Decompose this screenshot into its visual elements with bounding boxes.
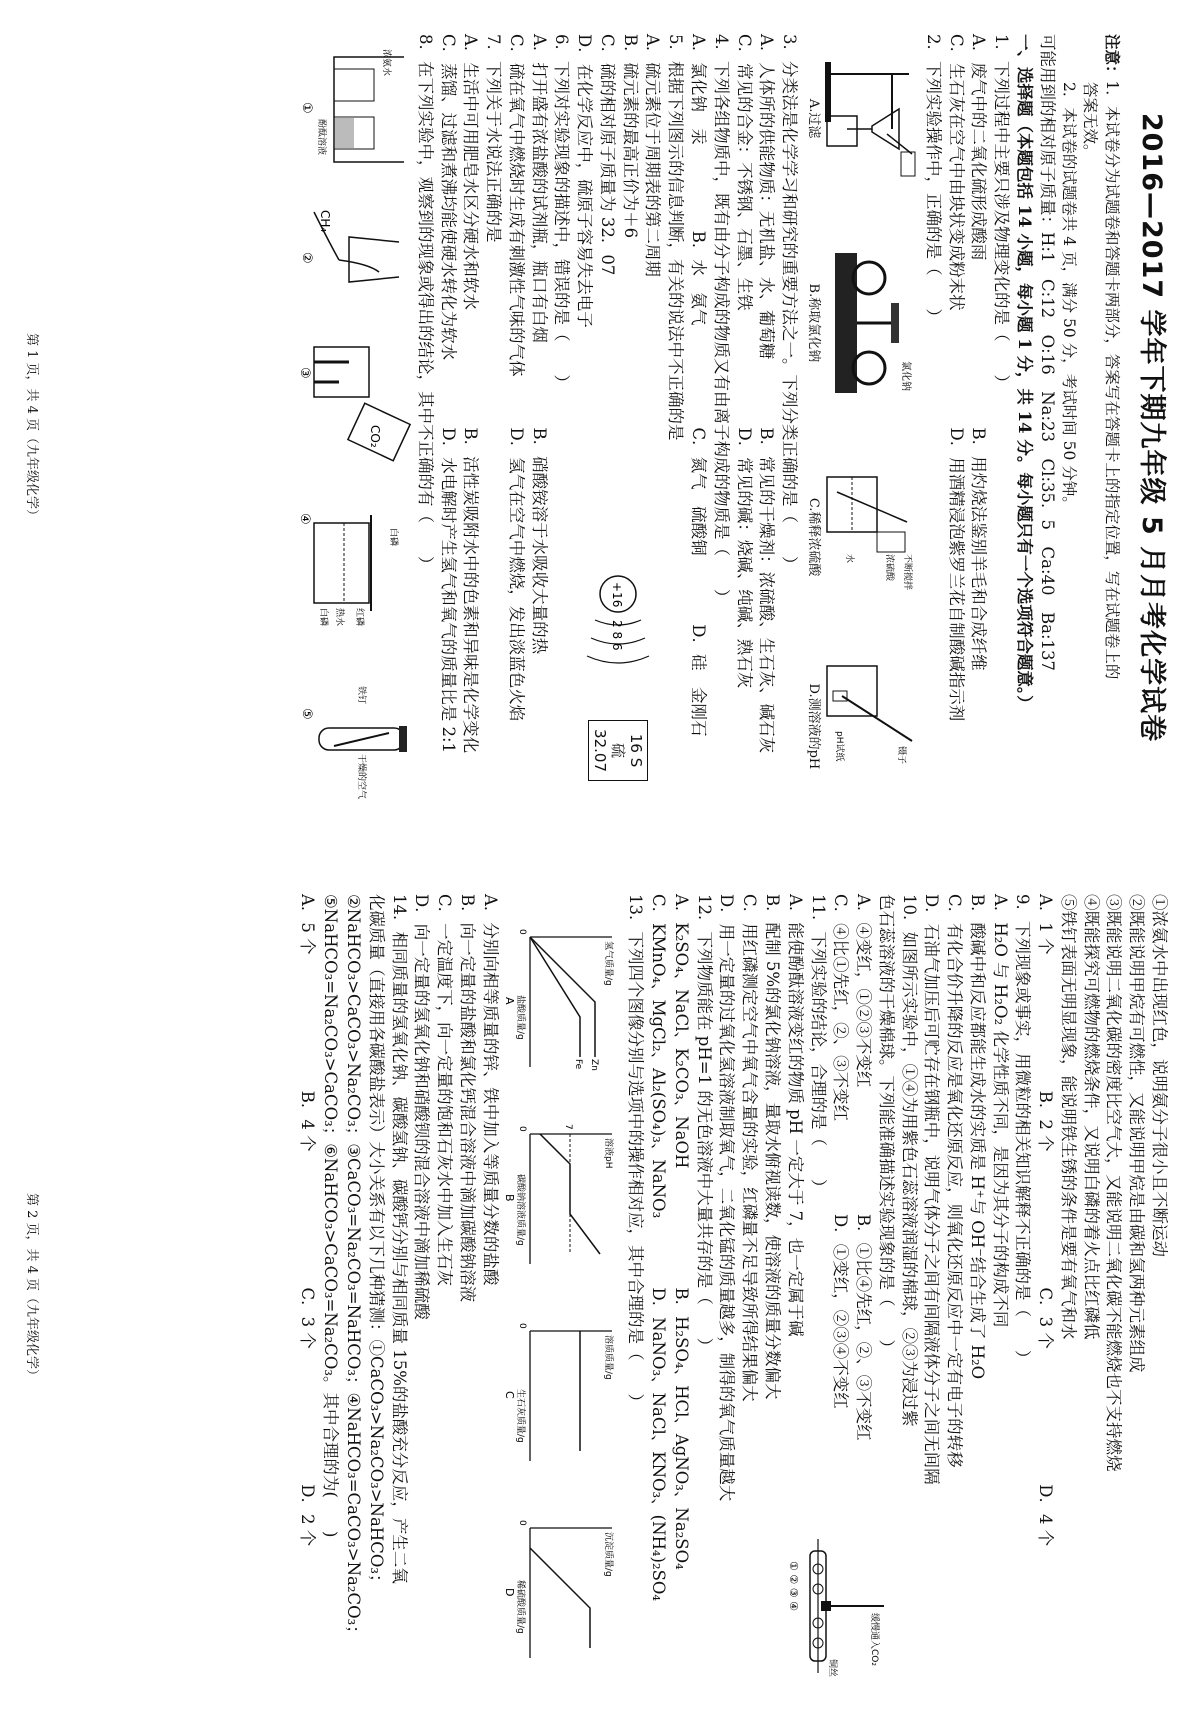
page-2-footer: 第 2 页，共 4 页（九年级化学） [23, 1192, 39, 1383]
q1-option-c: C．生石灰在空气中由块状变成粉末状 [946, 34, 966, 311]
phosphorus-combustion-icon [299, 503, 409, 653]
q13-option-a: A．分别向相等质量的锌、铁中加入等质量分数的盐酸 [480, 894, 500, 1286]
q3-option-d: D．常见的碱：烧碱、纯碱、熟石灰 [734, 427, 754, 689]
q10-stem-2: 色石蕊溶液的干燥棉球。下列能准确描述实验现象的是（ ） [876, 894, 896, 1356]
q4-option-c: C．氮气 硫酸铜 [689, 427, 709, 556]
ammonia-diffusion-icon [299, 47, 409, 177]
graph-b-seven: 7 [562, 1124, 573, 1130]
q8-fig5-tag1: 铁钉 [356, 686, 367, 705]
q13-option-d: D．向一定量的氢氧化钠和硝酸钡的混合溶液中滴加稀硫酸 [412, 894, 432, 1320]
q9-option-a: A．H₂O 与 H₂O₂ 化学性质不同，是因为其分子的构成不同 [990, 894, 1010, 1328]
q5-option-a: A．硫元素位于周期表的第二周期 [643, 34, 663, 277]
q13-option-b: B．向一定量的盐酸和氯化钙混合溶液中滴加碳酸钠溶液 [457, 894, 477, 1303]
methane-burning-icon [299, 202, 409, 312]
atomic-masses: 可能用到的相对原子质量：H:1 C:12 O:16 Na:23 Cl:35．5 Ca:40 Ba:137 [1037, 34, 1057, 672]
atom-shell-labels: 2 8 6 [609, 620, 624, 651]
graph-b-origin: 0 [516, 1126, 527, 1132]
co2-candles-icon [299, 337, 409, 477]
q6-stem: 6．下列对实验现象的描述中，错误的是（ ） [552, 34, 572, 391]
q2-stem: 2．下列实验操作中，正确的是（ ） [923, 34, 943, 325]
q1-option-a: A．废气中的二氧化硫形成酸雨 [969, 34, 989, 261]
q12-options-2 [646, 894, 669, 1681]
q12-stem: 12．下列物质能在 pH=1 的无色溶液中大量共存的是（ ） [694, 894, 714, 1355]
graph-c-caption: C [502, 1390, 516, 1399]
q14-stem-3: ②NaHCO₃>CaCO₃>Na₂CO₃；③CaCO₃=Na₂CO₃=NaHCO₃；④NaHCO₃=CaCO₃>Na₂CO₃； [344, 894, 364, 1642]
q9-option-b: B．酸碱中和反应都能生成水的实质是 H⁺与 OH⁻结合生成了 H₂O [967, 894, 987, 1380]
q13-graph-d [502, 1498, 620, 1668]
exam-notice [1058, 34, 1123, 821]
q8-option-b: B．2 个 [1036, 1090, 1056, 1152]
filtration-apparatus-icon [822, 54, 917, 184]
q5-option-d: D．在化学反应中，硫原子容易失去电子 [575, 34, 595, 328]
q7-option-b: B．活性炭吸附水中的色素和异味是化学变化 [461, 427, 481, 754]
exam-page-2 [0, 860, 1200, 1715]
notice-line-2: 2．本试卷的试题卷共 4 页，满分 50 分，考试时间 50 分钟。 [1060, 82, 1078, 512]
q4-option-a: A．氯化钠 汞 [689, 34, 709, 145]
q6-options-2 [504, 34, 527, 821]
q10-options [851, 894, 874, 1534]
q5-body [572, 34, 663, 821]
periodic-cell-name: 硫 [608, 743, 627, 759]
q4-option-b: B．水 氨气 [689, 230, 709, 326]
section-heading-choice: 一、选择题（本题包括 14 小题，每小题 1 分，共 14 分。每小题只有一个选项符合题意。） [1014, 34, 1034, 712]
graph-c-origin: 0 [516, 1322, 527, 1329]
q5-option-b: B．硫元素的最高正价为＋6 [620, 34, 640, 239]
q13-graph-c [502, 1301, 620, 1471]
graph-d-caption: D [502, 1587, 516, 1597]
q8-fig3-num: ③ [297, 367, 313, 380]
q10-options-2 [829, 894, 852, 1534]
q8-statement-3: ③既能说明二氧化碳的密度比空气大，又能说明二氧化碳不能燃烧也不支持燃烧 [1104, 894, 1124, 1472]
q3-options [755, 34, 778, 821]
page-1-footer: 第 1 页，共 4 页（九年级化学） [23, 332, 39, 523]
exam-title: 2016—2017 学年下期九年级 5 月月考化学试卷 [1136, 112, 1167, 743]
q13-graph-a [502, 907, 620, 1077]
q6-option-a: A．打开盛有浓盐酸的试剂瓶，瓶口有白烟 [529, 34, 549, 343]
iron-nail-tube-icon [299, 678, 409, 808]
q11-option-d: D．用一定量的过氧化氢溶液制取氧气，二氧化锰的质量越多，制得的氧气质量越大 [717, 894, 737, 1502]
q2-caption-c: C.稀释浓硫酸 [806, 497, 822, 577]
graph-c-xlabel: 生石灰质量/g [514, 1388, 525, 1443]
q2-c-tag3: 水 [844, 554, 855, 564]
notice-line-1: 1．本试卷分为试题卷和答题卡两部分，答案写在答题卡上的指定位置，写在试题卷上的 [1102, 80, 1121, 680]
q2-figures [804, 34, 917, 821]
q13-graphs [502, 894, 620, 1681]
q8-fig5-tag2: 干燥的空气 [356, 754, 367, 800]
periodic-cell-mass: 32.07 [590, 729, 609, 772]
q8-statement-4: ④既能探究可燃物的燃烧条件，又说明白磷的着火点比红磷低 [1081, 894, 1101, 1340]
q8-statement-1: ①浓氨水中出现红色，说明氨分子很小且不断运动 [1150, 894, 1169, 1257]
q13-graph-b [502, 1104, 620, 1274]
q3-option-b: B．常见的干燥剂：浓硫酸、生石灰、碱石灰 [757, 427, 777, 754]
q8-statement-2: ②既能说明甲烷有可燃性，又能说明甲烷是由碳和氢两种元素组成 [1127, 894, 1147, 1373]
q14-stem-4: ⑤NaHCO₃=Na₂CO₃>CaCO₃；⑥NaHCO₃>CaCO₃=Na₂CO₃。其中合理的为( ) [321, 894, 341, 1538]
q2-figure-b [804, 223, 917, 423]
q13-option-c: C．一定温度下，向一定量的饱和石灰水中加入生石灰 [435, 894, 455, 1287]
q2-caption-b: B.称取氯化钠 [806, 283, 822, 363]
q6-option-b: B．硝酸铵溶于水吸收大量的热 [529, 427, 549, 655]
q6-option-d: D．氢气在空气中燃烧，发出淡蓝色火焰 [506, 427, 526, 722]
q9-stem: 9．下列现象或事实，用微粒的相关知识解释不正确的是（ ） [1013, 894, 1033, 1367]
co2-tube-apparatus-icon [776, 1531, 886, 1681]
q8-fig4-tag2: 红磷 [354, 607, 365, 626]
q8-option-c: C．3 个 [1036, 1287, 1056, 1349]
q8-statement-5: ⑤铁钉表面无明显现象，能说明铁生锈的条件是要有氧气和水 [1058, 894, 1078, 1340]
graph-d-xlabel: 稀硫酸质量/g [514, 1579, 525, 1634]
q10-option-a: A．④变红，①②③不变红 [854, 894, 874, 1088]
q2-figure-a [804, 54, 917, 184]
q12-option-d: D．NaNO₃、NaCl、KNO₃、(NH₄)₂SO₄ [649, 1287, 669, 1602]
q7-options [459, 34, 482, 821]
graph-b-xlabel: 碳酸钠溶液质量/g [514, 1174, 525, 1246]
sulfur-atom-diagram-icon [583, 570, 653, 690]
q3-option-a: A．人体所的供能物质：无机盐、水、葡萄糖 [757, 34, 777, 360]
q2-caption-a: A.过滤 [806, 98, 822, 139]
q14-stem-1: 14．相同质量的氢氧化钠、碳酸氢钠、碳酸钙分别与相同质量 15%的盐酸充分反应，产生二氧 [389, 894, 409, 1584]
graph-b-caption: B [502, 1194, 516, 1202]
q2-b-tag: 氯化钠 [900, 360, 912, 391]
q14-options [296, 894, 319, 1681]
graph-a-origin: 0 [516, 929, 527, 936]
q12-option-b: B．H₂SO₄、HCl、AgNO₃、Na₂SO₄ [671, 1287, 691, 1570]
graph-d-ylabel: 沉淀质量/g [602, 1531, 613, 1577]
q6-options [527, 34, 550, 821]
q8-figures [299, 34, 409, 821]
q8-fig4-tag1: 白磷 [388, 527, 399, 546]
q2-c-tag2: 浓硫酸 [884, 554, 895, 582]
q8-fig4-num: ④ [297, 512, 313, 525]
q3-options-2 [732, 34, 755, 821]
exam-page-1 [0, 0, 1200, 855]
q13-stem: 13．下列四个图像分别与选项中的操作相对应，其中合理的是（ ） [626, 894, 646, 1410]
q10-fig-tag1: 缓慢通入CO₂ [868, 1613, 879, 1666]
notice-line-1b: 答案无效。 [1081, 82, 1100, 160]
q14-option-a: A．5 个 [298, 894, 318, 955]
periodic-cell-number: 16 [626, 733, 645, 753]
q8-fig4-tag4: 白磷 [318, 607, 329, 626]
q3-option-c: C．常见的合金：不锈钢、石墨、生铁 [734, 34, 754, 311]
ph-test-icon [822, 651, 917, 801]
q8-fig3-tag: CO₂ [368, 425, 383, 449]
q8-fig1-num: ① [299, 101, 315, 114]
q7-stem: 7．下列关于水说法正确的是 [484, 34, 504, 243]
q8-fig2-tag: CH₄ [318, 210, 333, 233]
q14-option-c: C．3 个 [298, 1287, 318, 1349]
q9-option-d: D．石油气加压后可贮存在钢瓶中，说明气体分子之间有间隔液体分子之间无间隔 [922, 894, 942, 1485]
q8-fig2-num: ② [299, 252, 315, 264]
q14-stem-2: 化碳质量（直接用各碳酸盐表示）大小关系有以下几种猜测：①CaCO₃>Na₂CO₃>NaHCO₃； [366, 894, 386, 1591]
q14-option-b: B．4 个 [298, 1090, 318, 1152]
q2-d-tag2: pH试纸 [834, 731, 845, 762]
q7-option-d: D．水电解时产生氢气和氧气的质量比是 2:1 [438, 427, 458, 754]
q1-option-d: D．用酒精浸泡紫罗兰花自制酸碱指示剂 [946, 427, 966, 722]
q10-fig-nums: ① ② ③ ④ [786, 1561, 800, 1611]
graph-a-fe: Fe [572, 1059, 583, 1070]
q1-option-b: B．用灼烧法鉴别羊毛和合成纤维 [969, 427, 989, 671]
notice-label: 注意： [1102, 34, 1122, 81]
graph-a-ylabel: 氢气质量/g [602, 941, 613, 987]
q1-options [967, 34, 990, 821]
q6-option-c: C．硫在氧气中燃烧时生成有刺激性气味的气体 [506, 34, 526, 377]
q12-options [669, 894, 692, 1681]
graph-a-zn: Zn [588, 1059, 599, 1072]
q8-fig4-tag3: 热水 [334, 607, 345, 626]
q9-option-c: C．有化合价升降的反应是氧化还原反应，则氧化还原反应中一定有电子的转移 [945, 894, 965, 1468]
q5-figure [583, 570, 653, 781]
q4-stem: 4．下列各组物质中，既有由分子构成的物质又有由离子构成的物质是（ ） [711, 34, 731, 606]
q11-option-a: A．能使酚酞溶液变红的物质 pH 一定大于 7，也一定属于碱 [785, 894, 805, 1337]
q1-stem: 1．下列过程中主要只涉及物理变化的是（ ） [992, 34, 1012, 391]
atom-nucleus-label: +16 [609, 582, 624, 608]
graph-c-ylabel: 溶质质量/g [602, 1334, 613, 1380]
q5-options [572, 34, 663, 328]
q8-fig5-num: ⑤ [299, 708, 315, 720]
q8-options [1033, 894, 1056, 1681]
q10-option-c: C．④比①先红，②、③不变红 [831, 894, 851, 1122]
q8-fig1-tag1: 浓氨水 [381, 48, 392, 76]
balance-scale-icon [822, 223, 917, 423]
q10-option-b: B．①比④先红，②、③不变红 [854, 1214, 874, 1441]
graph-a-caption: A [502, 997, 516, 1005]
graph-a-xlabel: 盐酸质量/g [514, 995, 525, 1041]
graph-d-origin: 0 [516, 1519, 527, 1526]
q3-stem: 3．分类法是化学学习和研究的重要方法之一。下列分类正确的是（ ） [780, 34, 800, 573]
periodic-cell [588, 720, 648, 781]
q8-option-d: D．4 个 [1036, 1484, 1056, 1547]
q4-option-d: D．硅 金刚石 [689, 624, 709, 737]
q5-option-c: C．硫的相对原子质量为 32．07 [597, 34, 617, 276]
q11-option-b: B．配制 5%的氯化钠溶液，量取水俯视读数，使溶液的质量分数偏大 [762, 894, 782, 1400]
q8-stem: 8．在下列实验中，观察到的现象或得出的结论，其中不正确的有（ ） [415, 34, 435, 573]
q11-option-c: C．用红磷测定空气中氧气含量的实验，红磷量不足导致所得结果偏大 [740, 894, 760, 1402]
q10-option-d: D．①变红，②③④不变红 [831, 1214, 851, 1409]
q2-figure-d [804, 651, 917, 801]
q10-stem: 10．如图所示实验中，①④为用紫色石蕊溶液润湿的棉球，②③为浸过紫 [899, 894, 919, 1427]
q2-caption-d: D.测溶液的pH [806, 683, 822, 770]
q2-c-tag1: 不断搅拌 [902, 554, 913, 591]
q1-options-2 [944, 34, 967, 821]
q8-option-a: A．1 个 [1036, 894, 1056, 955]
periodic-cell-symbol: S [626, 757, 645, 768]
q4-options [686, 34, 709, 821]
q11-stem: 11．下列实验的结论，合理的是（ ） [808, 894, 828, 1196]
q7-options-2 [436, 34, 459, 821]
q7-option-c: C．蒸馏、过滤和煮沸均能使硬水转化为软水 [438, 34, 458, 361]
q14-option-d: D．2 个 [298, 1484, 318, 1547]
q10-fig-tag2: 铜丝 [826, 1659, 837, 1678]
dilute-acid-icon [822, 462, 917, 612]
q7-option-a: A．生活中可用肥皂水区分硬水和软水 [461, 34, 481, 310]
q5-stem: 5．根据下列图示的信息判断，有关的说法中不正确的是 [666, 34, 686, 441]
q8-fig1-tag2: 酚酞溶液 [316, 118, 327, 155]
q12-option-c: C．KMnO₄、MgCl₂、Al₂(SO₄)₃、NaNO₃ [649, 894, 669, 1219]
q2-figure-c [804, 462, 917, 612]
graph-b-ylabel: 溶液pH [602, 1138, 613, 1169]
q2-d-tag1: 镊子 [896, 746, 907, 765]
q12-option-a: A．K₂SO₄、NaCl、K₂CO₃、NaOH [671, 894, 691, 1169]
